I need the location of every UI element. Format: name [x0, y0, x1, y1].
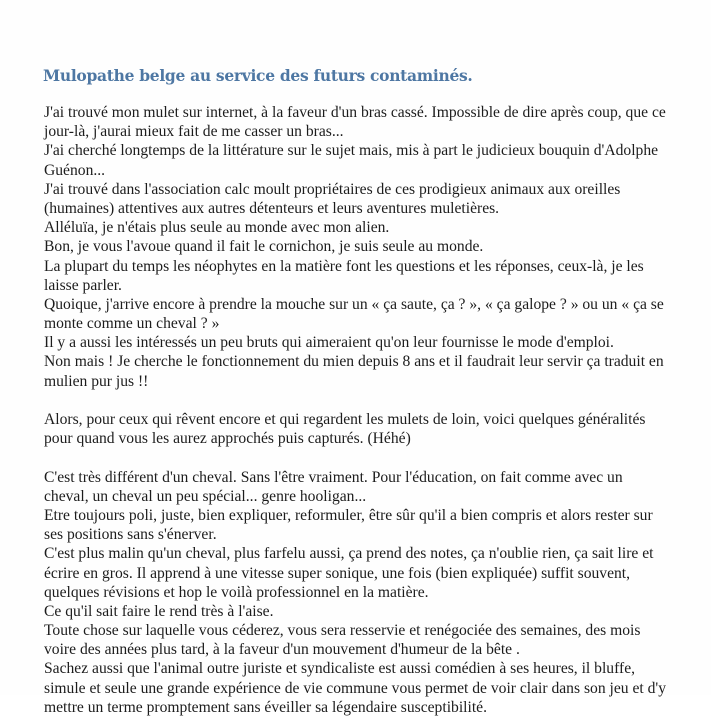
text-line: pour quand vous les aurez approchés puis capturés. (Héhé)	[44, 430, 411, 448]
text-line: mulien pur jus !!	[44, 372, 149, 390]
text-line: Quoique, j'arrive encore à prendre la mouche sur un « ça saute, ça ? », « ça galope ? » ou un « ça se	[44, 295, 664, 313]
text-line: J'ai cherché longtemps de la littérature sur le sujet mais, mis à part le judicieux bouquin d'Adolphe	[44, 142, 659, 160]
paragraph-gap	[44, 391, 684, 410]
text-line: simule et seule une grande expérience de vie commune vous permet de voir clair dans son jeu et d'y	[44, 679, 667, 697]
text-line: C'est très différent d'un cheval. Sans l'être vraiment. Pour l'éducation, on fait comme avec un	[44, 468, 623, 486]
text-line: écrire en gros. Il apprend à une vitesse super sonique, une fois (bien expliquée) suffit souvent,	[44, 564, 631, 582]
text-line: Non mais ! Je cherche le fonctionnement du mien depuis 8 ans et il faudrait leur servir ça traduit en	[44, 353, 664, 371]
text-line: Ce qu'il sait faire le rend très à l'aise.	[44, 602, 274, 620]
document-title: Mulopathe belge au service des futurs contaminés.	[43, 66, 473, 85]
text-line: monte comme un cheval ? »	[44, 315, 220, 333]
text-line: Etre toujours poli, juste, bien expliquer, reformuler, être sûr qu'il a bien compris et alors rester sur	[44, 506, 653, 524]
text-line: mettre un terme promptement sans éveiller sa légendaire susceptibilité.	[44, 698, 487, 716]
text-line: quelques révisions et hop le voilà professionnel en la matière.	[44, 583, 429, 601]
text-line: J'ai trouvé mon mulet sur internet, à la faveur d'un bras cassé. Impossible de dire après coup, que ce	[44, 104, 666, 121]
text-line: Guénon...	[44, 161, 106, 179]
text-line: ses positions sans s'énerver.	[44, 526, 217, 544]
text-line: jour-là, j'aurai mieux fait de me casser un bras...	[44, 123, 344, 141]
text-line: J'ai trouvé dans l'association calc moult propriétaires de ces prodigieux animaux aux oreilles	[44, 180, 621, 198]
text-line: voire des années plus tard, à la faveur d'un mouvement d'humeur de la bête .	[44, 641, 520, 659]
text-line: (humaines) attentives aux autres détenteurs et leurs aventures muletières.	[44, 199, 500, 217]
text-line: Bon, je vous l'avoue quand il fait le cornichon, je suis seule au monde.	[44, 238, 484, 256]
text-line: Alors, pour ceux qui rêvent encore et qui regardent les mulets de loin, voici quelques généralités	[44, 411, 646, 428]
paragraph-gap	[44, 448, 684, 467]
text-line: Toute chose sur laquelle vous céderez, vous sera resservie et renégociée des semaines, des mois	[44, 622, 641, 640]
text-line: laisse parler.	[44, 276, 122, 294]
document-body	[44, 103, 684, 717]
text-line: Il y a aussi les intéressés un peu bruts qui aimeraient qu'on leur fournisse le mode d'emploi.	[44, 334, 614, 352]
text-line: La plupart du temps les néophytes en la matière font les questions et les réponses, ceux-là, je les	[44, 257, 644, 275]
text-line: cheval, un cheval un peu spécial... genre hooligan...	[44, 487, 367, 505]
text-line: Alléluïa, je n'étais plus seule au monde avec mon alien.	[44, 219, 390, 237]
text-line: C'est plus malin qu'un cheval, plus farfelu aussi, ça prend des notes, ça n'oublie rien, ça sait lire et	[44, 545, 654, 563]
text-line: Sachez aussi que l'animal outre juriste et syndicaliste est aussi comédien à ses heures, il bluffe,	[44, 660, 636, 678]
